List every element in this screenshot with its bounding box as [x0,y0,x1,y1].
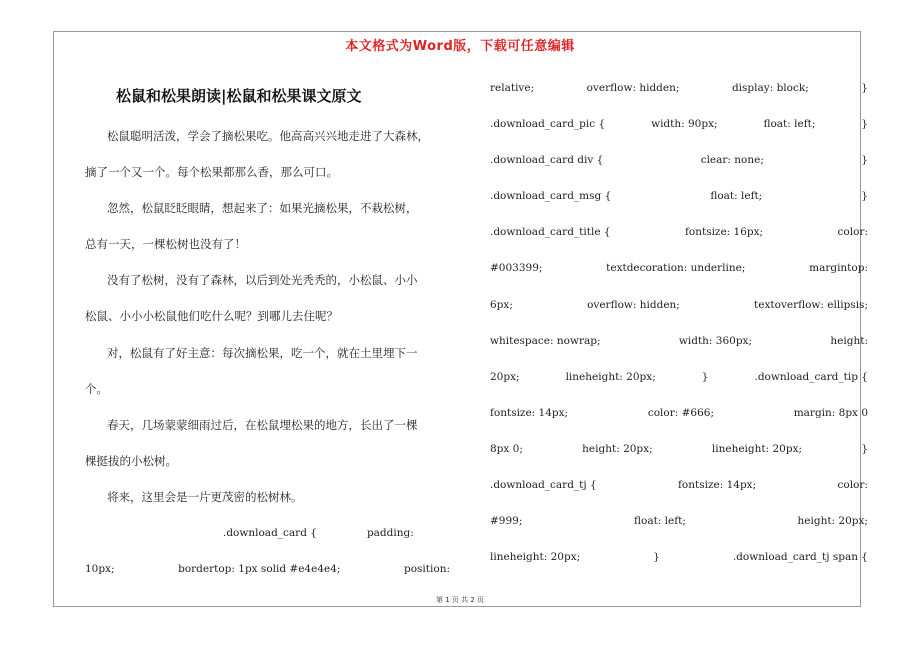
css-token: 20px; [490,370,520,383]
document-title: 松鼠和松果朗读|松鼠和松果课文原文 [116,87,362,105]
css-token: height: [830,334,868,347]
paragraph-line: 没有了松树，没有了森林，以后到处光秃秃的，小松鼠、小小 [107,273,418,288]
css-token: margin: 8px 0 [793,406,868,419]
css-token: .download_card { [223,527,317,540]
paragraph-line: 摘了一个又一个。每个松果都那么香，那么可口。 [85,165,338,180]
css-token: float: left; [763,118,816,131]
css-code-line [490,78,868,114]
css-token: .download_card div { [490,154,604,167]
css-code-line [490,511,868,547]
css-token: .download_card_tip { [754,370,868,383]
css-token: height: 20px; [797,515,868,528]
css-token: width: 360px; [678,334,753,347]
paragraph-line: 棵挺拔的小松树。 [85,453,177,468]
css-token: #999; [490,515,523,528]
paragraph-line: 忽然，松鼠眨眨眼睛，想起来了：如果光摘松果，不栽松树， [107,201,418,216]
css-token: display: block; [731,82,809,94]
css-code-line [490,403,868,439]
css-token: float: left; [710,190,763,203]
css-code-line [490,114,868,150]
css-token: lineheight: 20px; [490,551,581,564]
css-token: .download_card_title { [490,226,611,239]
right-column [490,78,868,583]
css-token: } [861,190,868,203]
css-token: position: [404,563,450,576]
paragraph-line: 松鼠、小小小松鼠他们吃什么呢？到哪儿去住呢？ [85,309,338,324]
css-code-line [85,559,450,595]
css-token: height: 20px; [582,442,653,455]
css-token: .download_card_tj span { [732,551,868,564]
css-token: bordertop: 1px solid #e4e4e4; [178,563,341,576]
css-code-line [490,150,868,186]
css-token: fontsize: 14px; [490,406,569,419]
paragraph-line: 总有一天，一棵松树也没有了！ [85,237,246,252]
css-token: .download_card_pic { [490,118,606,131]
paragraph-line: 春天，几场蒙蒙细雨过后，在松鼠埋松果的地方，长出了一棵 [107,417,418,432]
css-token: 10px; [85,563,115,576]
css-token: } [861,82,868,94]
css-token: } [653,551,660,564]
css-token: clear: none; [700,154,764,167]
left-column [85,126,450,595]
css-token: color: [837,479,868,492]
css-code-line [490,258,868,294]
css-code-line [85,523,450,559]
paragraph-line: 松鼠聪明活泼，学会了摘松果吃。他高高兴兴地走进了大森林， [107,129,429,143]
css-code-line [490,547,868,583]
css-token: fontsize: 16px; [685,226,764,239]
css-token: overflow: hidden; [587,298,680,311]
paragraph-line: 将来，这里会是一片更茂密的松树林。 [107,489,303,504]
css-token: color: #666; [647,406,714,419]
css-code-line [490,186,868,222]
css-token: .download_card_tj { [490,479,597,492]
css-token: } [701,370,709,383]
paragraph-line: 对，松鼠有了好主意：每次摘松果，吃一个，就在土里埋下一 [107,345,418,360]
css-token: textdecoration: underline; [606,262,746,275]
css-code-line [490,331,868,367]
css-token: width: 90px; [651,118,718,131]
css-token: overflow: hidden; [586,82,680,94]
css-token: lineheight: 20px; [711,442,803,455]
css-token: #003399; [490,262,543,275]
css-token: fontsize: 14px; [678,479,757,492]
css-token: .download_card_msg { [490,190,612,203]
css-token: margintop: [809,262,868,275]
css-token: whitespace: nowrap; [490,334,601,347]
watermark-banner: 本文格式为Word版，下载可任意编辑 [345,39,575,54]
css-code-line [490,222,868,258]
page-number-footer: 第 1 页 共 2 页 [435,596,485,604]
css-token: relative; [490,82,535,94]
css-code-line [490,367,868,403]
css-token: lineheight: 20px; [565,370,656,383]
css-code-line [490,439,868,475]
css-token: 6px; [490,298,513,311]
css-code-line [490,295,868,331]
css-token: padding: [366,527,414,540]
css-code-line [490,475,868,511]
paragraph-line: 个。 [85,381,108,396]
css-token: color: [837,226,868,239]
css-token: 8px 0; [490,442,523,455]
css-token: } [861,154,868,167]
css-token: float: left; [634,515,686,528]
css-token: } [861,118,868,131]
css-token: textoverflow: ellipsis; [754,298,868,311]
css-token: } [861,442,868,455]
